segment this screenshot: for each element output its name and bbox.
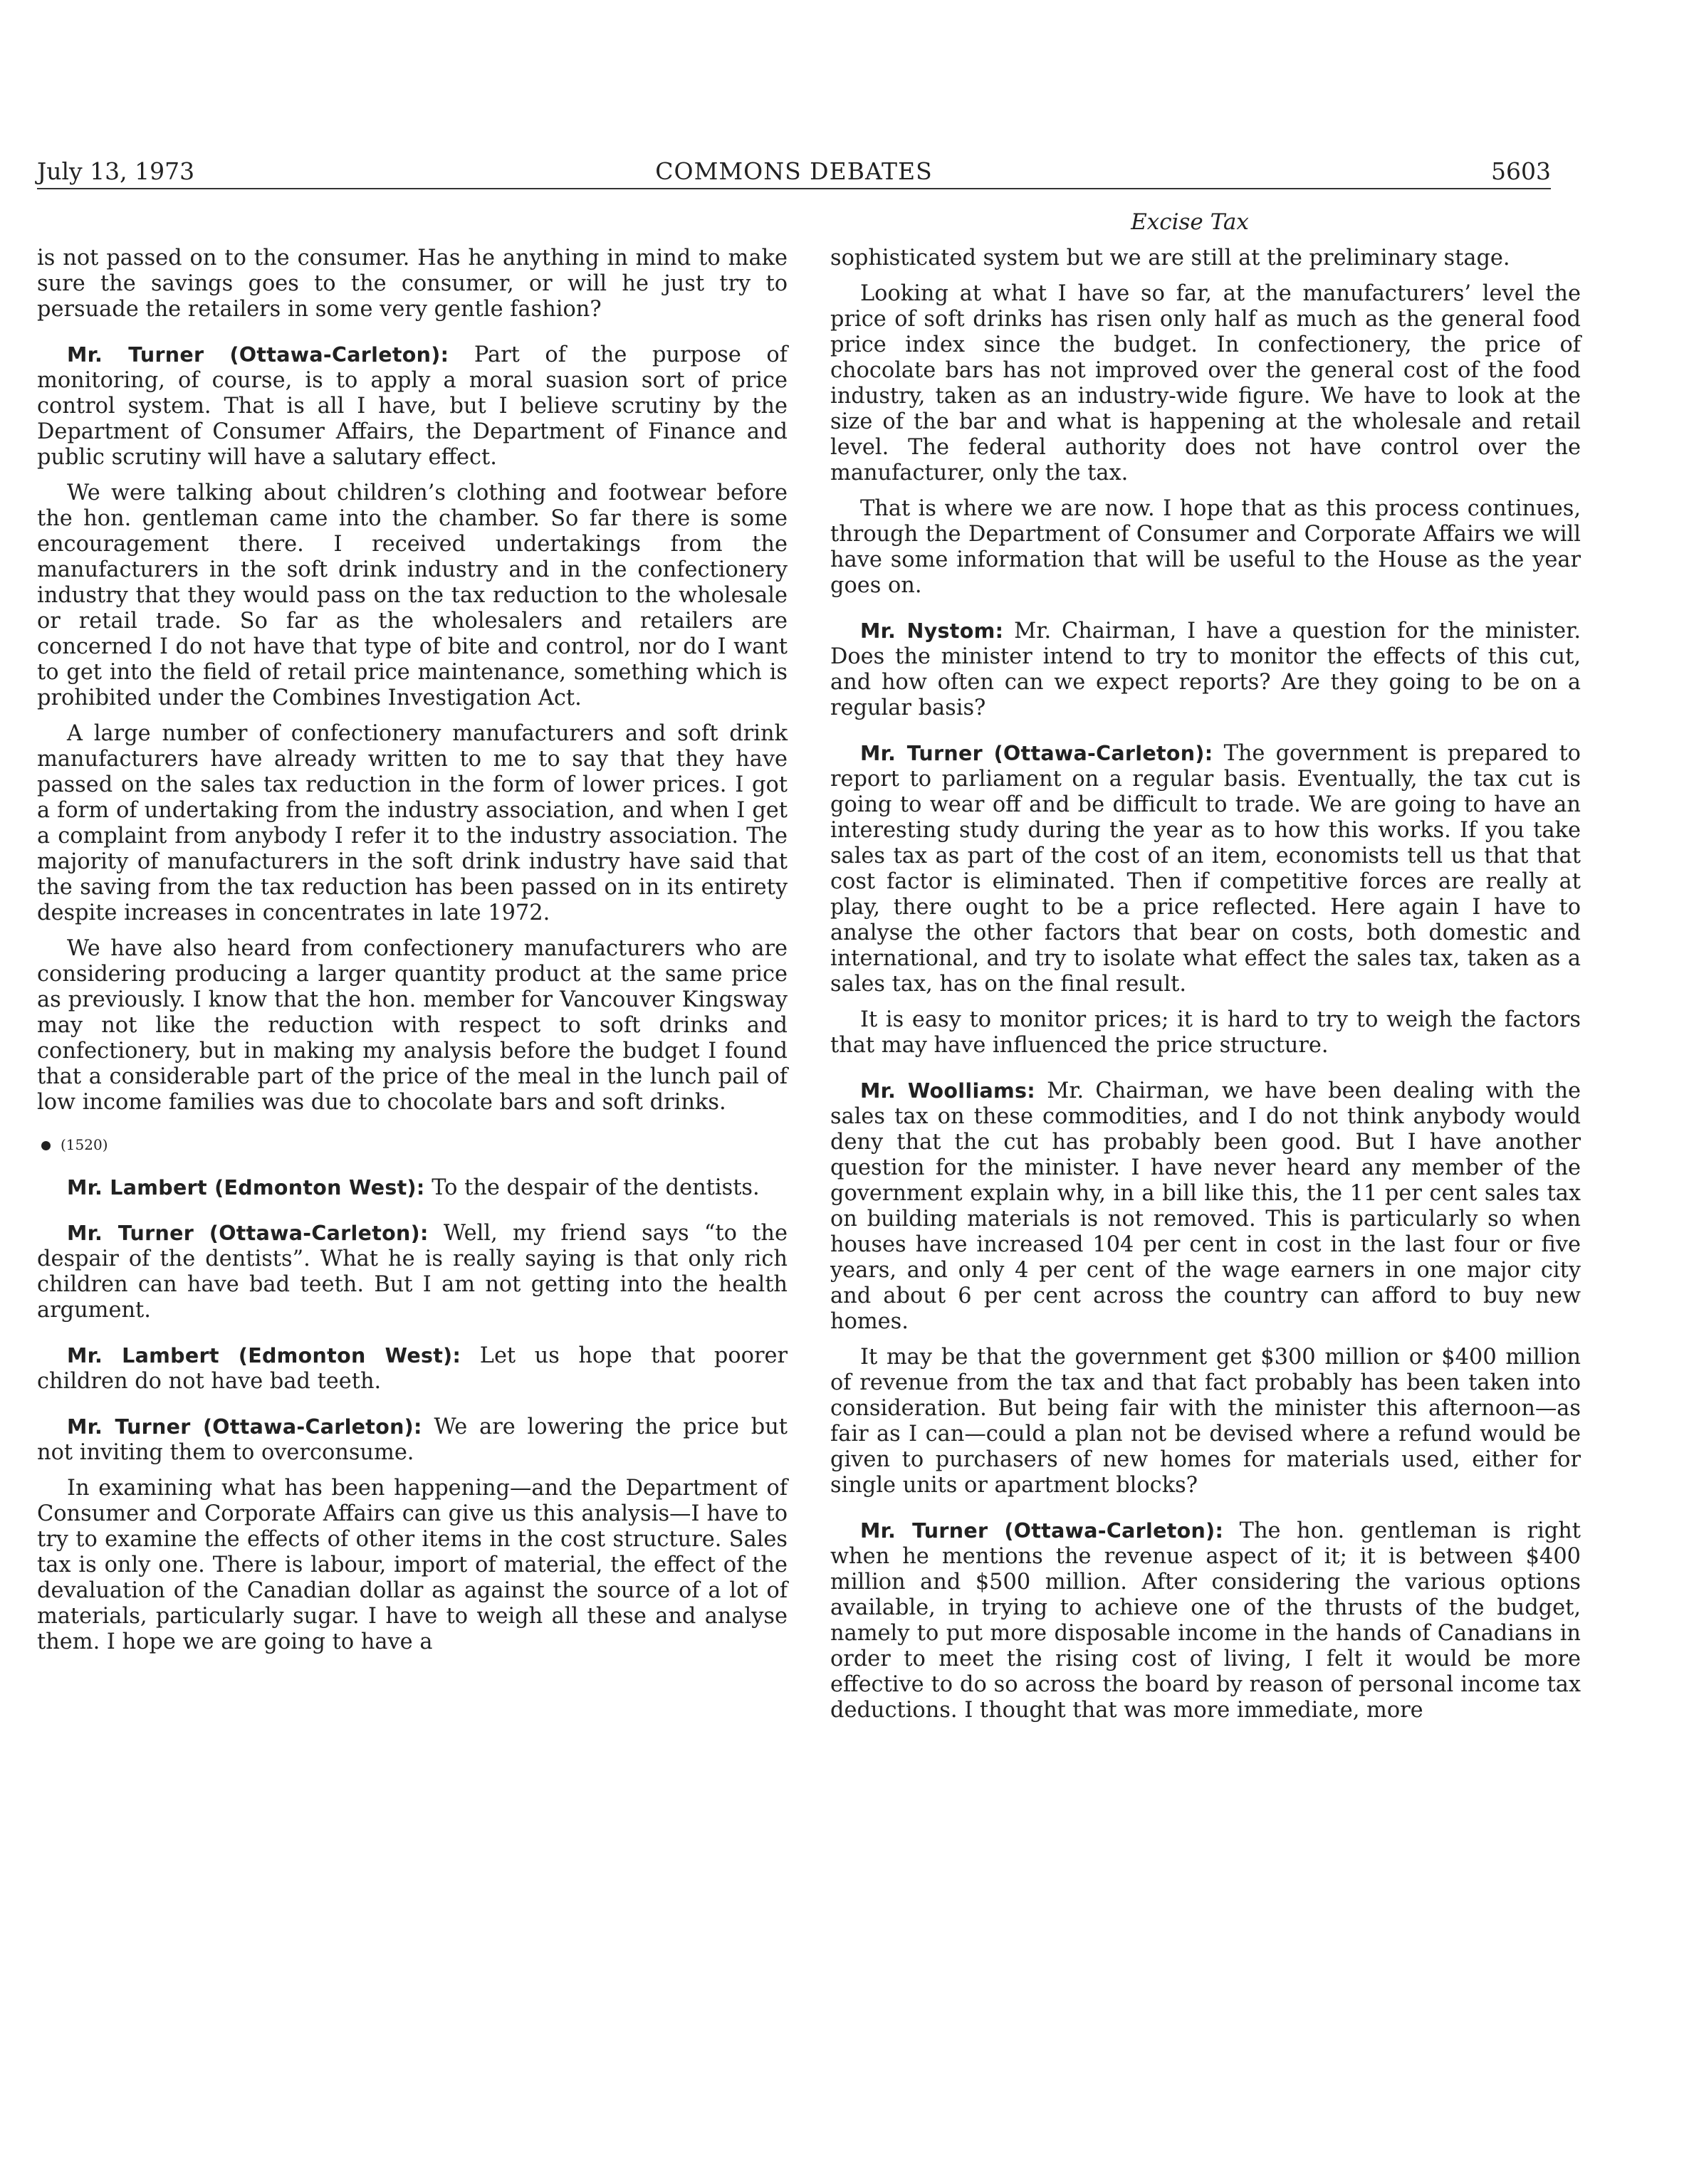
bullet-icon	[41, 1141, 51, 1150]
speech-text: The government is prepared to report to parliament on a regular basis. Eventually, the tax cut is going to wear off and be difficult to trade. We are going to have an interesting study during the year as to how this works. If you take sales tax as part of the cost of an item, economists tell us that that cost factor is eliminated. Then if competitive forces are really at play, there ought to be a price reflected. Here again I have to analyse the other factors that bear on costs, both domestic and international, and try to isolate what effect the sales tax, taken as a sales tax, has on the final result.	[830, 741, 1581, 997]
speech-paragraph	[830, 619, 1581, 721]
header-date: July 13, 1973	[37, 157, 195, 185]
speaker-name: Mr. Turner (Ottawa-Carleton):	[860, 742, 1213, 765]
speech-text: Well, my friend says “to the despair of the dentists”. What he is really saying is that only rich children can have bad teeth. But I am not getting into the health argument.	[37, 1221, 788, 1323]
speech-paragraph	[830, 1518, 1581, 1723]
paragraph: It is easy to monitor prices; it is hard to try to weigh the factors that may have influenced the price structure.	[830, 1007, 1581, 1058]
speech-paragraph	[37, 1221, 788, 1323]
speech-paragraph	[830, 741, 1581, 997]
speech-text: Let us hope that poorer children do not have bad teeth.	[37, 1343, 788, 1394]
paragraph: In examining what has been happening—and the Department of Consumer and Corporate Affairs can give us this analysis—I have to try to examine the effects of other items in the cost structure. Sales tax is only one. There is labour, import of material, the effect of the devaluation of the Canadian dollar as against the source of a lot of materials, particularly sugar. I have to weigh all these and analyse them. I hope we are going to have a	[37, 1476, 788, 1654]
speaker-name: Mr. Turner (Ottawa-Carleton):	[67, 1222, 429, 1245]
time-marker-text: (1520)	[61, 1136, 108, 1153]
speaker-name: Mr. Turner (Ottawa-Carleton):	[67, 1415, 422, 1439]
page-header	[37, 155, 1551, 189]
speaker-name: Mr. Nystom:	[860, 619, 1004, 643]
speech-paragraph	[37, 1343, 788, 1395]
paragraph: sophisticated system but we are still at the preliminary stage.	[830, 246, 1510, 271]
paragraph: We were talking about children’s clothing and footwear before the hon. gentleman came into the chamber. So far there is some encouragement there. I received undertakings from the manufacturers in the soft drink industry and in the confectionery industry that they would pass on the tax reduction to the wholesale or retail trade. So far as the wholesalers and retailers are concerned I do not have that type of bite and control, nor do I want to get into the field of retail price maintenance, something which is prohibited under the Combines Investigation Act.	[37, 481, 788, 710]
speech-paragraph	[37, 342, 788, 471]
speech-paragraph	[830, 1078, 1581, 1335]
speech-text: Mr. Chairman, we have been dealing with the sales tax on these commodities, and I do not think anybody would deny that the cut has probably been good. But I have another question for the minister. I have never heard any member of the government explain why, in a bill like this, the 11 per cent sales tax on building materials is not removed. This is particularly so when houses have increased 104 per cent in cost in the last four or five years, and only 4 per cent of the wage earners in one major city and about 6 per cent across the country can afford to buy new homes.	[830, 1078, 1581, 1334]
left-column	[37, 246, 788, 1665]
speech-text: The hon. gentleman is right when he mentions the revenue aspect of it; it is between $400 million and $500 million. After considering the various options available, in trying to achieve one of the thrusts of the budget, namely to put more disposable income in the hands of Canadians in order to meet the rising cost of living, I felt it would be more effective to do so across the board by reason of personal income tax deductions. I thought that was more immediate, more	[830, 1518, 1581, 1723]
paragraph: is not passed on to the consumer. Has he anything in mind to make sure the savings goes to the consumer, or will he just try to persuade the retailers in some very gentle fashion?	[37, 246, 788, 322]
speaker-name: Mr. Woolliams:	[860, 1079, 1036, 1103]
speech-text: We are lowering the price but not inviting them to overconsume.	[37, 1414, 788, 1465]
speech-paragraph	[37, 1175, 788, 1201]
speaker-name: Mr. Lambert (Edmonton West):	[67, 1176, 425, 1199]
right-column	[830, 246, 1581, 1733]
speech-text: Mr. Chairman, I have a question for the minister. Does the minister intend to try to monitor the effects of this cut, and how often can we expect reports? Are they going to be on a regular basis?	[830, 619, 1581, 720]
speech-text: To the despair of the dentists.	[424, 1175, 760, 1200]
paragraph: Looking at what I have so far, at the manufacturers’ level the price of soft drinks has risen only half as much as the general food price index since the budget. In confectionery, the price of chocolate bars has not improved over the general cost of the food industry, taken as an industry-wide figure. We have to look at the size of the bar and what is happening at the wholesale and retail level. The federal authority does not have control over the manufacturer, only the tax.	[830, 281, 1581, 485]
paragraph: A large number of confectionery manufacturers and soft drink manufacturers have already written to me to say that they have passed on the sales tax reduction in the form of lower prices. I got a form of undertaking from the industry association, and when I get a complaint from anybody I refer it to the industry association. The majority of manufacturers in the soft drink industry have said that the saving from the tax reduction has been passed on in its entirety despite increases in concentrates in late 1972.	[37, 721, 788, 925]
paragraph: That is where we are now. I hope that as this process continues, through the Department of Consumer and Corporate Affairs we will have some information that will be useful to the House as the year goes on.	[830, 496, 1581, 598]
speaker-name: Mr. Turner (Ottawa-Carleton):	[860, 1519, 1224, 1543]
paragraph: It may be that the government get $300 million or $400 million of revenue from the tax and that fact probably has been taken into consideration. But being fair with the minister this afternoon—as fair as I can—could a plan not be devised where a refund would be given to purchasers of new homes for materials used, either for single units or apartment blocks?	[830, 1345, 1581, 1498]
speaker-name: Mr. Lambert (Edmonton West):	[67, 1344, 461, 1367]
speech-paragraph	[37, 1414, 788, 1466]
header-title: COMMONS DEBATES	[655, 157, 933, 185]
time-marker	[37, 1134, 788, 1155]
speech-text: Part of the purpose of monitoring, of course, is to apply a moral suasion sort of price control system. That is all I have, but I believe scrutiny by the Department of Consumer Affairs, the Department of Finance and public scrutiny will have a salutary effect.	[37, 342, 788, 470]
running-head: Excise Tax	[1131, 209, 1249, 235]
paragraph: We have also heard from confectionery manufacturers who are considering producing a larger quantity product at the same price as previously. I know that the hon. member for Vancouver Kingsway may not like the reduction with respect to soft drinks and confectionery, but in making my analysis before the budget I found that a considerable part of the price of the meal in the lunch pail of low income families was due to chocolate bars and soft drinks.	[37, 936, 788, 1115]
speaker-name: Mr. Turner (Ottawa-Carleton):	[67, 343, 449, 367]
header-page-number: 5603	[1491, 157, 1551, 185]
